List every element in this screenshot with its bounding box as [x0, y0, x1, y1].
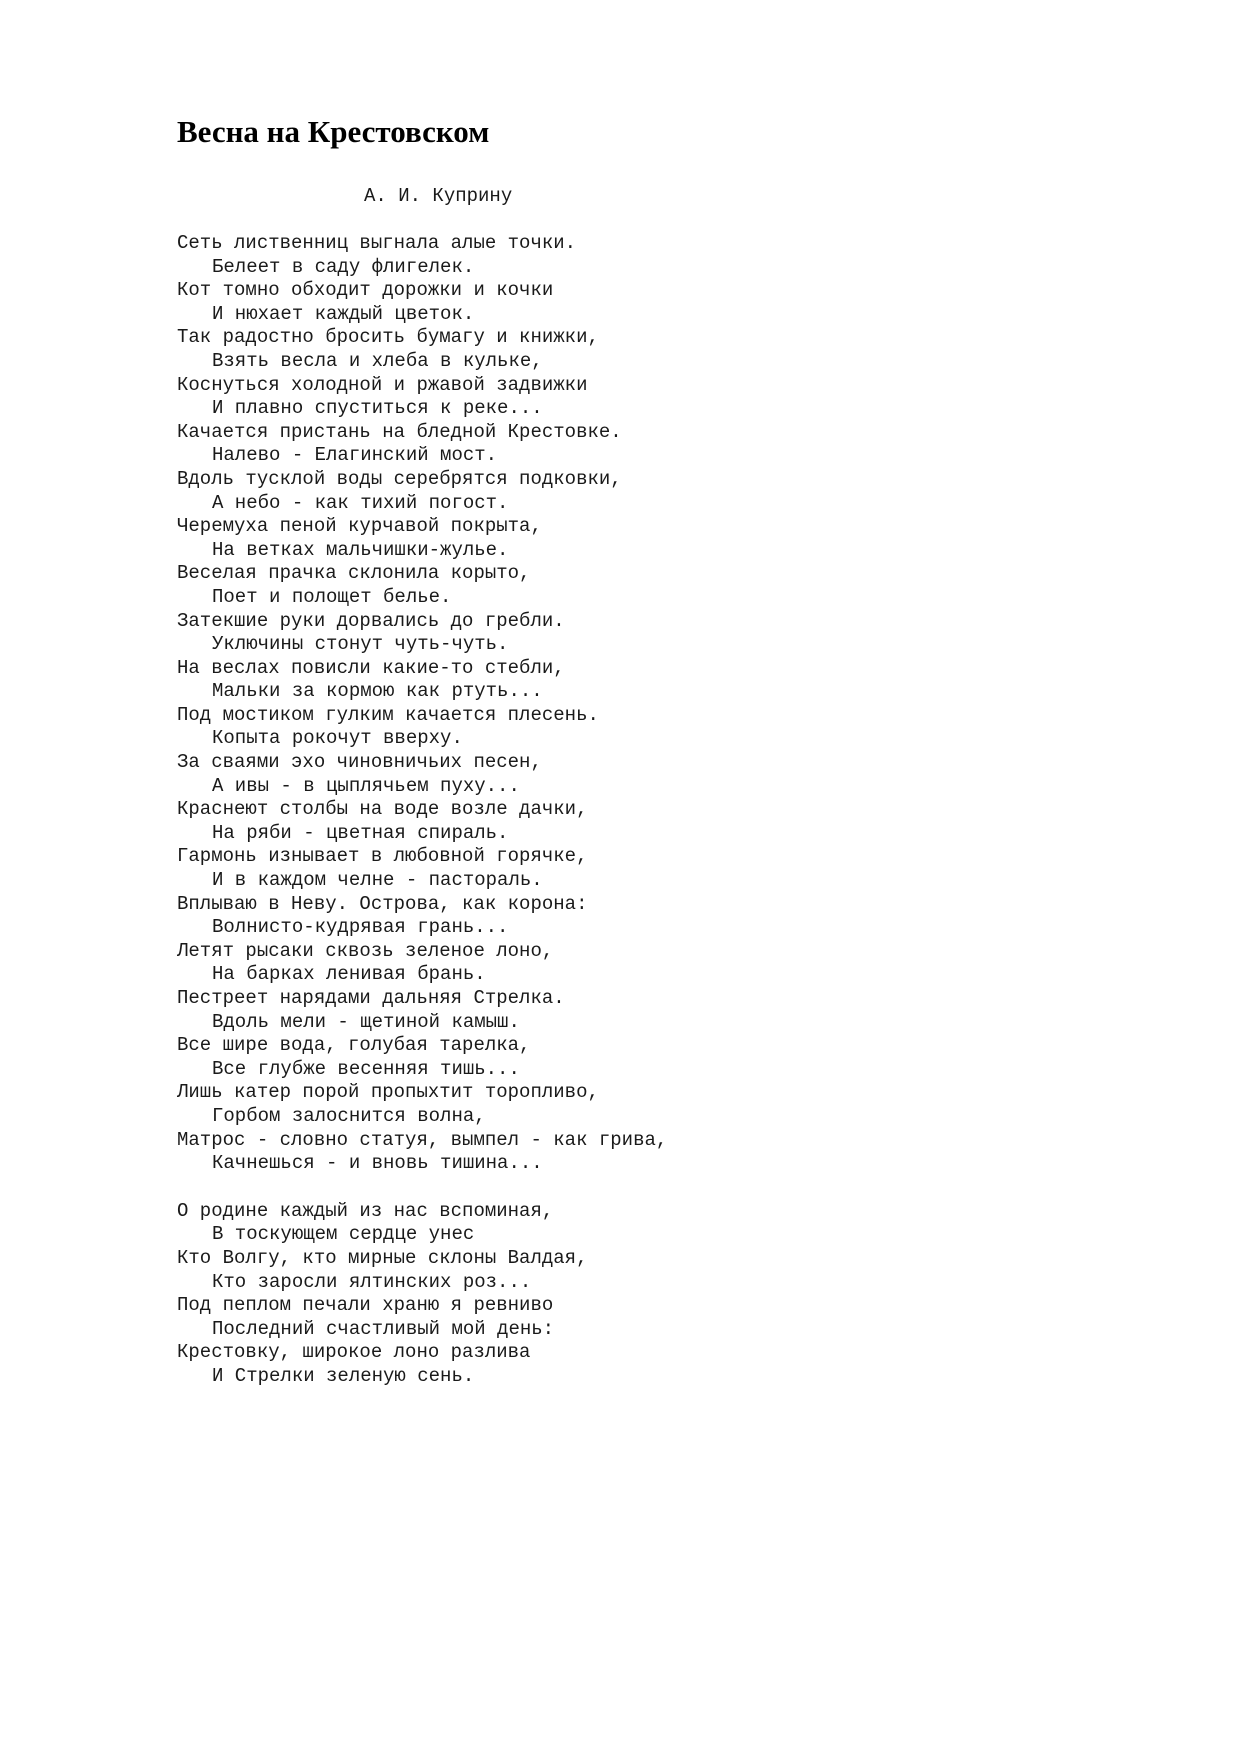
- poem-line: Качнешься - и вновь тишина...: [212, 1152, 543, 1175]
- poem-line: А ивы - в цыплячьем пуху...: [212, 774, 520, 797]
- stanza: [177, 1200, 667, 1389]
- poem-line: Копыта рокочут вверху.: [212, 727, 463, 750]
- poem-line: Кто Волгу, кто мирные склоны Валдая,: [177, 1246, 588, 1269]
- poem-line: И плавно спуститься к реке...: [212, 397, 543, 420]
- poem-line: Черемуха пеной курчавой покрыта,: [177, 515, 542, 538]
- poem-line: Налево - Елагинский мост.: [212, 444, 498, 467]
- poem-line: Поет и полощет белье.: [212, 585, 452, 608]
- poem-line: Крестовку, широкое лоно разлива: [177, 1341, 531, 1364]
- stanza-gap: [177, 1176, 667, 1200]
- poem-line: И Стрелки зеленую сень.: [212, 1364, 475, 1387]
- poem-line: На барках ленивая брань.: [212, 963, 486, 986]
- poem-line: Горбом залоснится волна,: [212, 1104, 486, 1127]
- poem-line: Кот томно обходит дорожки и кочки: [177, 279, 554, 302]
- poem-line: На ветках мальчишки-жулье.: [212, 538, 509, 561]
- poem-line: В тоскующем сердце унес: [212, 1223, 475, 1246]
- poem-line: Все глубже весенняя тишь...: [212, 1057, 520, 1080]
- poem-line: Лишь катер порой пропыхтит торопливо,: [177, 1081, 599, 1104]
- poem-line: Коснуться холодной и ржавой задвижки: [177, 373, 588, 396]
- poem-line: Вплываю в Неву. Острова, как корона:: [177, 892, 588, 915]
- poem-line: Мальки за кормою как ртуть...: [212, 680, 543, 703]
- poem-line: Так радостно бросить бумагу и книжки,: [177, 326, 599, 349]
- poem-line: Уключины стонут чуть-чуть.: [212, 633, 509, 656]
- poem-line: Вдоль тусклой воды серебрятся подковки,: [177, 467, 622, 490]
- poem-line: О родине каждый из нас вспоминая,: [177, 1199, 554, 1222]
- poem-line: Веселая прачка склонила корыто,: [177, 562, 531, 585]
- poem-line: И нюхает каждый цветок.: [212, 302, 475, 325]
- poem-line: Летят рысаки сквозь зеленое лоно,: [177, 939, 554, 962]
- poem-line: И в каждом челне - пастораль.: [212, 869, 543, 892]
- poem-line: Затекшие руки дорвались до гребли.: [177, 609, 565, 632]
- poem-line: Все шире вода, голубая тарелка,: [177, 1034, 531, 1057]
- poem-body: [177, 232, 667, 1389]
- poem-line: Гармонь изнывает в любовной горячке,: [177, 845, 588, 868]
- poem-line: Матрос - словно статуя, вымпел - как грива,: [177, 1128, 668, 1151]
- poem-line: Волнисто-кудрявая грань...: [212, 916, 509, 939]
- stanza: [177, 232, 667, 1176]
- dedication: А. И. Куприну: [364, 185, 513, 207]
- poem-line: Белеет в саду флигелек.: [212, 255, 475, 278]
- poem-line: Качается пристань на бледной Крестовке.: [177, 420, 622, 443]
- poem-line: Краснеют столбы на воде возле дачки,: [177, 798, 588, 821]
- poem-line: Под пеплом печали храню я ревниво: [177, 1294, 554, 1317]
- poem-line: Взять весла и хлеба в кульке,: [212, 349, 543, 372]
- poem-line: Под мостиком гулким качается плесень.: [177, 703, 599, 726]
- poem-line: А небо - как тихий погост.: [212, 491, 509, 514]
- poem-line: Пестреет нарядами дальняя Стрелка.: [177, 987, 565, 1009]
- poem-line: На ряби - цветная спираль.: [212, 821, 509, 844]
- poem-line: Вдоль мели - щетиной камыш.: [212, 1010, 520, 1033]
- poem-line: Последний счастливый мой день:: [212, 1317, 555, 1340]
- poem-line: За сваями эхо чиновничьих песен,: [177, 751, 542, 774]
- poem-title: Весна на Крестовском: [177, 114, 490, 149]
- poem-line: На веслах повисли какие-то стебли,: [177, 656, 565, 679]
- poem-line: Кто заросли ялтинских роз...: [212, 1270, 532, 1293]
- poem-line: Сеть лиственниц выгнала алые точки.: [177, 232, 577, 254]
